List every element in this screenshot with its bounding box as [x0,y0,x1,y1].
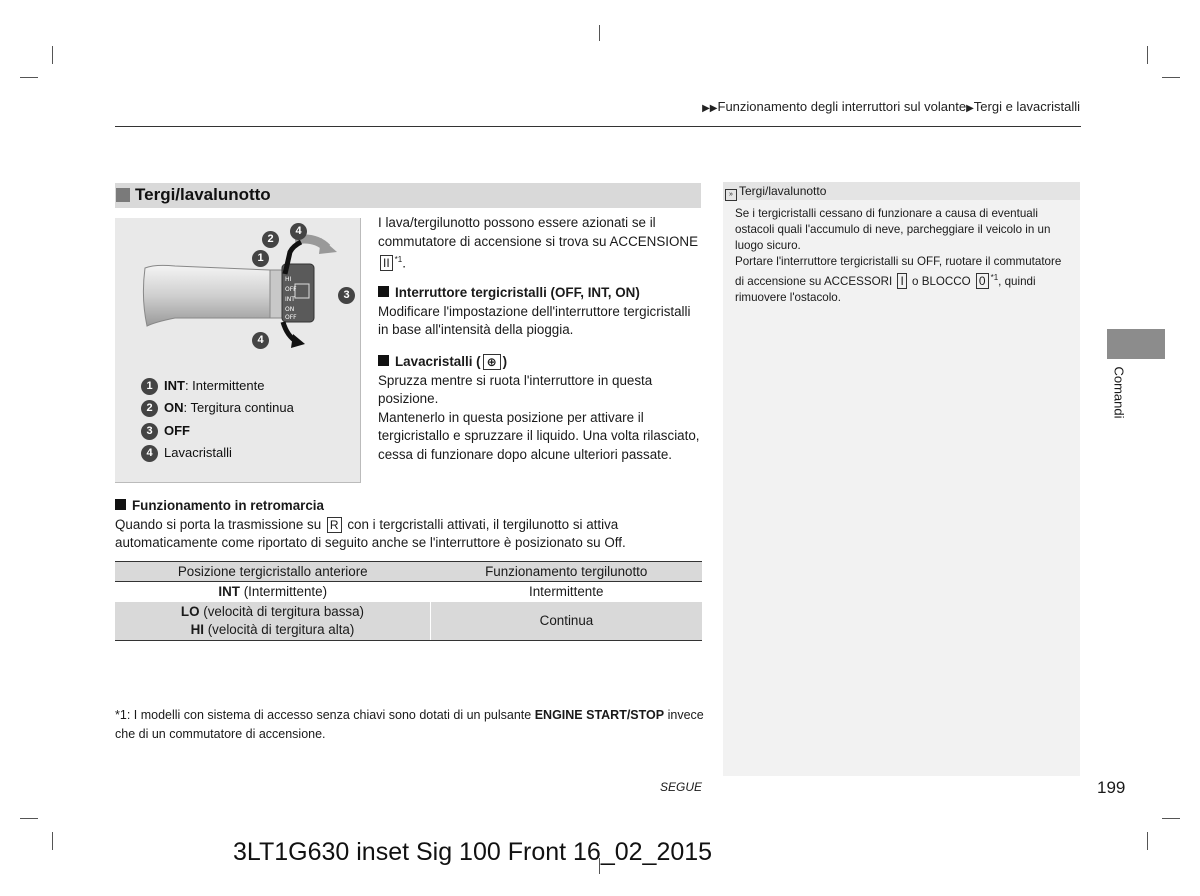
lever-mark-int: INT [285,296,295,303]
wiper-lever-figure [115,218,361,483]
cell-bold: INT [218,584,240,599]
callout-4-bottom: 4 [252,332,269,349]
reverse-subsection [115,497,705,553]
breadcrumb-separator: ▶ [966,103,974,114]
footnote-post: invece che di un commutatore di accensione. [115,708,704,741]
callout-3: 3 [338,287,355,304]
footnote-ref: *1 [394,255,403,264]
ignition-on-key: II [380,255,393,271]
legend-num: 3 [141,423,158,440]
table-header: Posizione tergicristallo anteriore [115,562,430,582]
down-arrowhead [291,334,305,348]
sidebar-body [735,206,1065,306]
chapter-tab [1107,329,1165,359]
section-marker-icon [116,188,130,202]
legend-text: : Tergitura continua [183,400,294,415]
washer-heading-post: ) [502,354,508,369]
bullet-square-icon [378,286,389,297]
callout-4-top: 4 [290,223,307,240]
switch-text: Modificare l'impostazione dell'interruttore tergicristalli in base all'intensità della pioggia. [378,303,691,337]
reverse-key: R [327,517,342,533]
legend-bold: OFF [164,423,190,438]
cell-text: (velocità di tergitura bassa) [199,604,365,619]
rotate-up-arrowhead [319,238,337,254]
lever-body [143,265,270,326]
table-cell [115,582,430,603]
legend-item [141,423,190,440]
sidebar-title: Tergi/lavalunotto [739,184,827,198]
sidebar-paragraph-1: Se i tergicristalli cessano di funzionare a causa di eventuali ostacoli quali l'accumulo di neve, parcheggiare il veicolo in un luogo sicuro. [735,207,1051,252]
crop-mark [1147,832,1148,850]
legend-item [141,378,264,395]
reverse-heading-text: Funzionamento in retromarcia [132,498,324,513]
table-cell: Intermittente [529,584,604,599]
legend-text: : Intermittente [184,378,265,393]
table-cell [115,602,430,641]
cell-text: (Intermittente) [239,584,328,599]
continued-label: SEGUE [660,780,703,794]
header-rule [115,126,1081,127]
table-row [115,602,702,641]
switch-heading-text: Interruttore tergicristalli (OFF, INT, ON) [395,285,640,300]
lever-mark-hi: HI [285,276,292,283]
washer-text-2: Mantenerlo in questa posizione per attivare il tergicristallo e spruzzare il liquido. Una volta rilasciato, cessa di funzionare dopo alcune ulteriori passate. [378,409,700,462]
reverse-text-pre: Quando si porta la trasmissione su [115,516,322,532]
lever-mark-on: ON [285,306,295,313]
crop-mark [52,832,53,850]
reverse-text-post: con i tergcristalli attivati, il tergilunotto si attiva automaticamente come riportato di seguito anche se l'interruttore è posizionato su Off. [115,516,626,550]
table-header: Funzionamento tergilunotto [430,562,702,582]
lever-mark-off: OFF [285,286,297,293]
washer-subsection [378,353,700,464]
intro-end: . [402,255,406,271]
crop-mark [20,818,38,819]
washer-text-1: Spruzza mentre si ruota l'interruttore in questa posizione. [378,372,653,406]
breadcrumb [702,99,1080,114]
footnote [115,706,705,744]
legend-num: 1 [141,378,158,395]
crop-mark [52,46,53,64]
page-number: 199 [1097,778,1126,797]
crop-mark [1147,46,1148,64]
legend-bold: INT [164,378,185,393]
section-title: Tergi/lavalunotto [135,185,271,204]
legend-text: Lavacristalli [164,445,232,460]
footnote-bold: ENGINE START/STOP [534,708,665,722]
accessory-key: I [897,273,906,289]
callout-2: 2 [262,231,279,248]
legend-num: 4 [141,445,158,462]
sidebar-note [723,182,1080,776]
bullet-square-icon [115,499,126,510]
wiper-table [115,561,702,641]
sidebar-p2-post: , quindi rimuovere l'ostacolo. [735,274,1036,304]
chapter-label: Comandi [1111,366,1127,419]
footnote-ref: *1 [990,273,999,282]
footnote-pre: *1: I modelli con sistema di accesso senza chiavi sono dotati di un pulsante [115,708,532,722]
lever-mark-off-2: OFF [285,314,297,321]
washer-heading [378,353,700,372]
lock-key: 0 [976,273,989,289]
reference-icon: » [725,189,737,201]
bullet-square-icon [378,355,389,366]
crop-mark [1162,818,1180,819]
crop-mark [599,25,600,41]
cell-bold: LO [180,604,200,619]
sidebar-p2-mid: o BLOCCO [912,274,971,288]
sidebar-p2-pre: Portare l'interruttore tergicristalli su OFF, ruotare il commutatore di accensione su ACCESSORI [735,255,1062,288]
callout-1: 1 [252,250,269,267]
cell-text: (velocità di tergitura alta) [204,622,355,637]
crop-mark [20,77,38,78]
legend-bold: ON [164,400,184,415]
switch-heading [378,284,700,303]
lever-ring [270,270,282,318]
breadcrumb-part2: Tergi e lavacristalli [973,99,1080,114]
washer-heading-pre: Lavacristalli ( [395,354,481,369]
legend-item [141,400,294,417]
wiper-lever-illustration [115,218,360,378]
washer-symbol-icon: ⊕ [483,354,501,370]
reverse-heading [115,497,705,516]
intro-text: I lava/tergilunotto possono essere azionati se il commutatore di accensione si trova su ACCENSIONE [378,215,699,249]
table-cell: Continua [430,602,702,641]
switch-subsection [378,284,700,340]
reverse-text [115,516,705,553]
intro-paragraph [378,214,700,273]
print-code: 3LT1G630 inset Sig 100 Front 16_02_2015 [233,838,713,866]
breadcrumb-marker: ▶▶ [702,103,718,114]
legend-item [141,445,232,462]
legend-num: 2 [141,400,158,417]
crop-mark [1162,77,1180,78]
section-header [115,183,701,208]
table-header-row [115,562,702,582]
table-row [115,582,702,603]
cell-bold: HI [190,622,204,637]
sidebar-header [723,182,1080,200]
breadcrumb-part1: Funzionamento degli interruttori sul volante [717,99,967,114]
sidebar-paragraph-2 [735,254,1065,306]
